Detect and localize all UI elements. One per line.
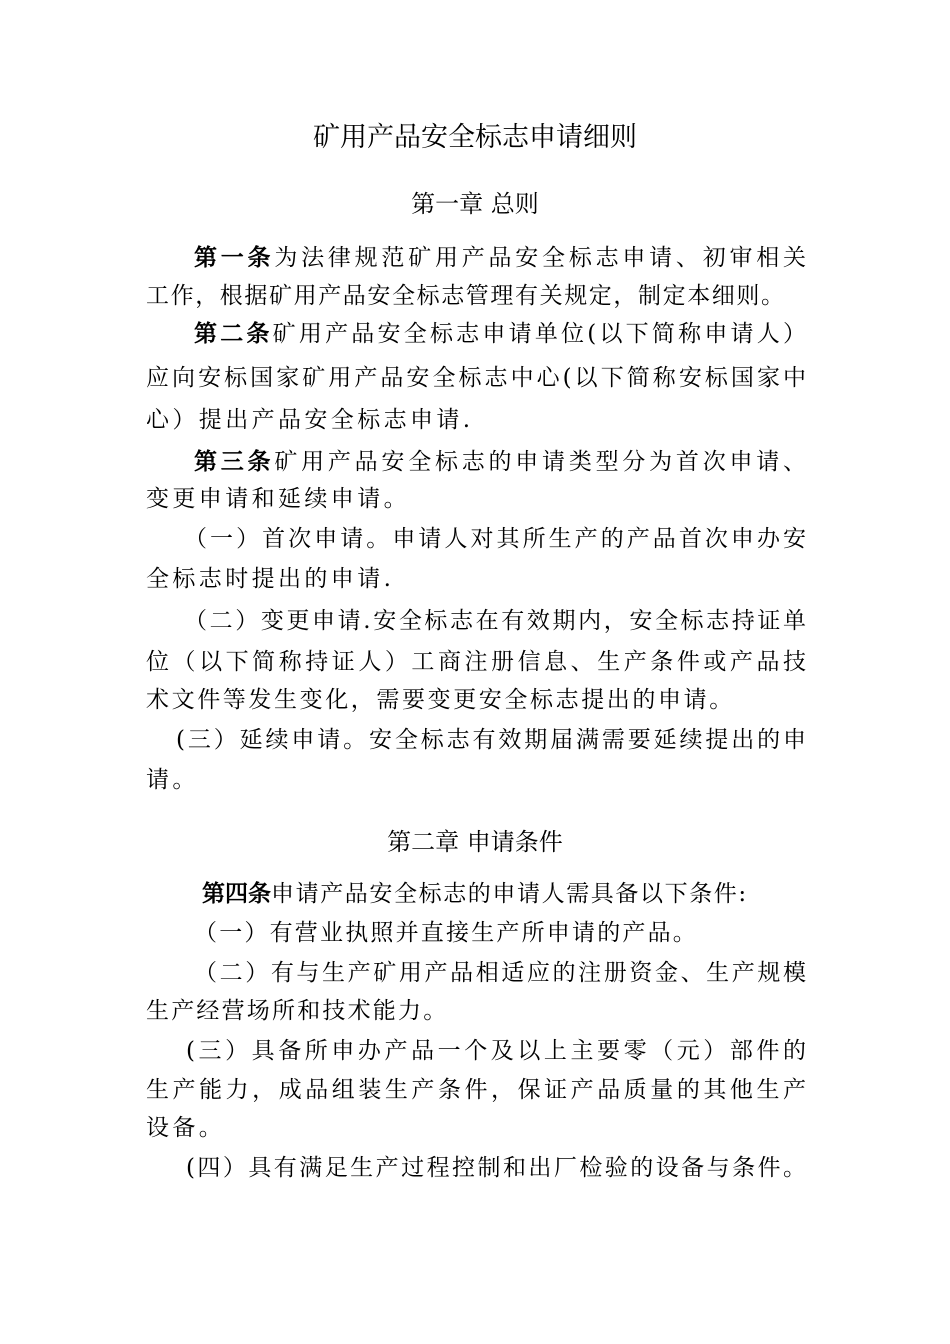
article-4-item-2-line-2: 生产经营场所和技术能力。	[146, 998, 449, 1024]
article-4-text: 申请产品安全标志的申请人需具备以下条件:	[271, 881, 748, 907]
article-3-text: 矿用产品安全标志的申请类型分为首次申请、	[274, 449, 807, 475]
article-4-line-1	[202, 876, 806, 912]
article-4-item-4: (四）具有满足生产过程控制和出厂检验的设备与条件。	[186, 1155, 806, 1181]
article-3-item-3-line-2: 请。	[146, 767, 199, 793]
chapter-2-heading: 第二章 申请条件	[387, 828, 563, 856]
article-3-line-2: 变更申请和延续申请。	[146, 486, 410, 512]
article-3-item-1-line-1: （一）首次申请。申请人对其所生产的产品首次申办安	[184, 526, 806, 552]
article-1-line-2: 工作，根据矿用产品安全标志管理有关规定，制定本细则。	[146, 283, 786, 309]
article-2-line-1	[194, 316, 806, 352]
article-3-label: 第三条	[194, 449, 275, 475]
chapter-1-heading: 第一章 总则	[411, 190, 539, 218]
article-4-item-3-line-1: (三）具备所申办产品一个及以上主要零（元）部件的	[186, 1038, 806, 1064]
article-1-line-1	[194, 240, 806, 276]
article-4-item-2-line-1: （二）有与生产矿用产品相适应的注册资金、生产规模	[194, 960, 806, 986]
article-3-item-2-line-1: （二）变更申请.安全标志在有效期内，安全标志持证单	[184, 608, 806, 634]
article-2-line-3: 心）提出产品安全标志申请.	[146, 407, 474, 433]
article-3-item-2-line-2: 位（以下简称持证人）工商注册信息、生产条件或产品技	[146, 649, 806, 675]
article-4-item-1: （一）有营业执照并直接生产所申请的产品。	[194, 920, 698, 946]
document-title: 矿用产品安全标志申请细则	[313, 122, 637, 153]
article-4-item-3-line-3: 设备。	[146, 1115, 226, 1141]
article-1-text: 为法律规范矿用产品安全标志申请、初审相关	[274, 245, 807, 271]
article-4-item-3-line-2: 生产能力，成品组装生产条件，保证产品质量的其他生产	[146, 1077, 806, 1103]
article-3-item-1-line-2: 全标志时提出的申请.	[146, 566, 395, 592]
article-3-line-1	[194, 444, 806, 480]
article-3-item-2-line-3: 术文件等发生变化，需要变更安全标志提出的申请。	[146, 687, 735, 713]
article-2-label: 第二条	[194, 321, 273, 347]
article-2-text: 矿用产品安全标志申请单位(以下简称申请人）	[272, 321, 806, 347]
article-2-line-2: 应向安标国家矿用产品安全标志中心(以下简称安标国家中	[146, 365, 806, 391]
article-3-item-3-line-1: (三）延续申请。安全标志有效期届满需要延续提出的申	[176, 727, 806, 753]
article-4-label: 第四条	[202, 881, 271, 907]
article-1-label: 第一条	[194, 245, 275, 271]
